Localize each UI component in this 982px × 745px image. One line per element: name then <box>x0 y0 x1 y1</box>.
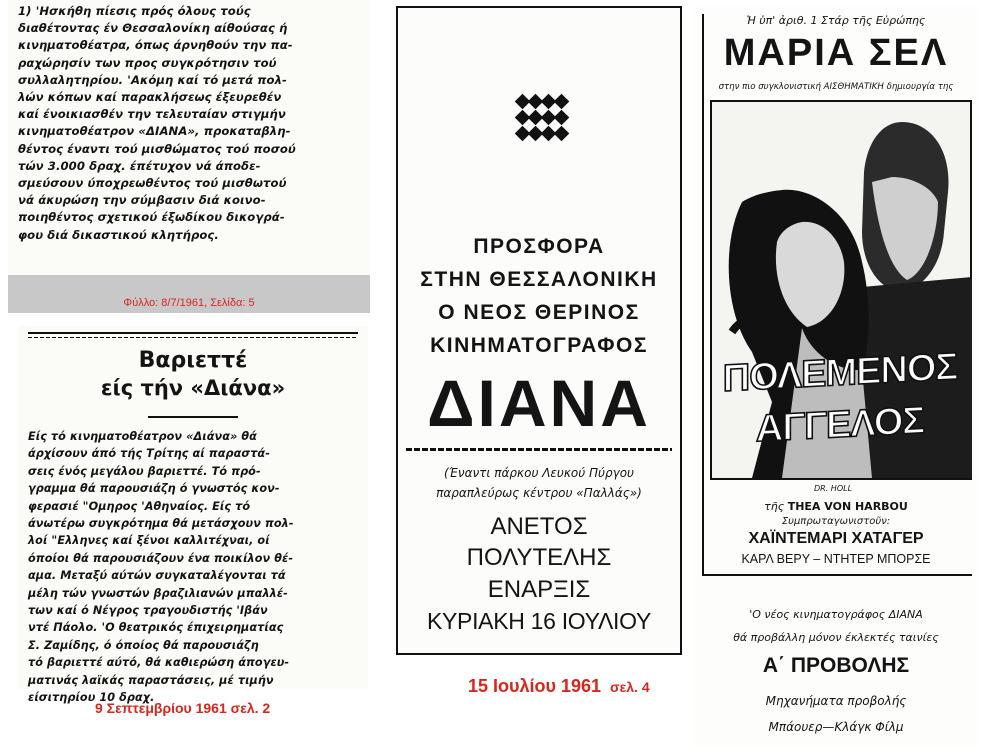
star-name: ΜΑΡΙΑ ΣΕΛ <box>723 32 949 74</box>
author-credit <box>694 500 978 513</box>
note-line-1: 'Ο νέος κινηματογράφος ΔΙΑΝΑ <box>749 608 923 621</box>
poster-bottom-rule <box>702 574 972 576</box>
source-label: Φύλλο: 8/7/1961, Σελίδα: 5 <box>123 297 255 309</box>
film-title-block <box>722 345 958 472</box>
text-line: ραχώρησίν των προς συγκρότησιν τού <box>18 55 277 70</box>
text-line: είσιτηρίου 10 δραχ. <box>28 691 155 705</box>
text-line: νά άκυρώση την σύμβασιν διά κοινο- <box>18 193 266 208</box>
text-line: διαθέτοντας έν Θεσσαλονίκη αίθούσας ή <box>18 21 288 36</box>
clipping-1-source-bar <box>8 275 370 313</box>
text-line: ποιηθέντος σχετικού έξωδίκου δικογρά- <box>18 210 285 225</box>
clipping-2 <box>18 326 368 705</box>
text-line: τό βαριεττέ αύτό, θά καθιερώση άπογευ- <box>28 656 290 670</box>
text-line: φερασιέ "Ομηρος 'Αθηναίος. Είς τό <box>28 499 251 513</box>
text-line: σμεύσουν ύποχρεωθέντος τού μισθωτού <box>18 176 287 191</box>
text-line: κινηματοθέατρα, όπως άρνηθούν την πα- <box>18 38 293 53</box>
text-line: λοί "Ελληνες καί ξένοι καλλιτέχναι, οί <box>28 534 270 548</box>
text-line: ματινάς λαϊκάς παραστάσεις, μέ τιμήν <box>28 673 274 687</box>
text-line: άρχίσουν άπό τής Τρίτης αί παραστά- <box>28 447 270 461</box>
clipping-3-advertisement <box>396 6 682 655</box>
text-line: άνωτέρω συγκρότημα θά μετάσχουν πολ- <box>28 517 294 531</box>
clipping-2-paragraph <box>28 428 360 707</box>
text-line: Σ. Ζαμίδης, ό όποίος θά παρουσιάζη <box>28 638 259 652</box>
text-line: 1) 'Ησκήθη πίεσις πρός όλους τούς <box>18 4 251 18</box>
feature-comfortable: ΑΝΕΤΟΣ <box>490 513 588 540</box>
text-line: κινηματοθέατρον «ΔΙΑΝΑ», προκαταβλη- <box>18 124 291 139</box>
headline-line-1: Βαριεττέ <box>138 348 248 373</box>
poster-left-rule <box>702 14 704 576</box>
text-line: μέλη τών γνωστών βραζιλιανών μπαλλέ- <box>28 586 288 600</box>
feature-luxurious: ΠΟΛΥΤΕΛΗΣ <box>466 544 612 571</box>
film-title-line-2: ΑΓΓΕΛΟΣ <box>755 399 925 451</box>
text-line: φου διά δικαστικού κλητήρος. <box>18 227 219 242</box>
note-line-2: θά προβάλλη μόνον έκλεκτές ταινίες <box>733 631 939 644</box>
ornament-diamond <box>554 126 570 142</box>
text-line: ΠΡΟΣΦΟΡΑ <box>473 235 605 258</box>
text-line: ντέ Πάολο. 'Ο θεατρικός έπιχειρηματίας <box>28 621 284 635</box>
top-rule-dashed <box>28 337 358 338</box>
cinema-name-underline <box>406 448 672 451</box>
headline-line-2: είς τήν «Διάνα» <box>100 376 286 400</box>
opening-date: ΚΥΡΙΑΚΗ 16 ΙΟΥΛΙΟΥ <box>426 608 652 634</box>
tagline: Ἡ ὑπ' ἀριθ. 1 Στάρ τῆς Εὐρώπης <box>746 14 926 27</box>
text-line: θέντος έναντι τού μισθώματος τού ποσού <box>18 141 296 156</box>
offer-heading <box>398 230 680 362</box>
caption-july-date: 15 Ιουλίου 1961 <box>468 676 602 696</box>
clipping-4-film-advertisement <box>694 6 978 745</box>
star-subtitle: στην πιο συγκλονιστική ΑΙΣΘΗΜΑΤΙΚΗ δημιουργία της <box>718 82 954 92</box>
film-title-line-1: ΠΟΛΕΜΕΝΟΣ <box>722 345 958 401</box>
film-original-title: DR. HOLL <box>814 484 853 493</box>
location-line-2: παραπλεύρως κέντρου «Παλλάς») <box>436 486 642 500</box>
top-rule <box>28 332 358 334</box>
headline-underline <box>148 416 238 418</box>
caption-july <box>468 676 650 697</box>
text-line: ΣΤΗΝ ΘΕΣΣΑΛΟΝΙΚΗ <box>420 268 658 291</box>
text-line: των καί ό Νέγρος τραγουδιστής 'Ιβάν <box>28 604 268 618</box>
text-line: Είς τό κινηματοθέατρον «Διάνα» θά <box>28 430 257 443</box>
text-line: συλλαλητηρίου. 'Ακόμη καί τό μετά πολ- <box>18 72 287 87</box>
text-line: γραμμα θά παρουσιάζη ό γνωστός κον- <box>28 482 280 496</box>
clipping-1-paragraph <box>18 3 360 244</box>
caption-september: 9 Σεπτεμβρίου 1961 σελ. 2 <box>95 700 271 716</box>
text-line: όποίοι θά παρουσιάζουν ένα ποικίλον θέ- <box>28 551 294 565</box>
text-line: σεις ένός μεγάλου βαριεττέ. Τό πρό- <box>28 464 261 478</box>
ornament-diamond <box>554 94 570 110</box>
premiere-heading: Α΄ ΠΡΟΒΟΛΗΣ <box>762 654 910 677</box>
clipping-1 <box>8 0 370 275</box>
author-prefix: τῆς <box>764 500 785 513</box>
projector-line-1: Μηχανήματα προβολής <box>765 694 907 708</box>
ornament-diamond <box>554 110 570 126</box>
author-name: THEA VON HARBOU <box>787 500 908 513</box>
opening-label: ΕΝΑΡΞΙΣ <box>487 576 591 603</box>
cinema-name: ΔΙΑΝΑ <box>427 366 651 440</box>
text-line: τών 3.000 δραχ. έπέτυχον νά άποδε- <box>18 158 261 173</box>
projector-line-2: Μπάουερ—Κλάγκ Φίλμ <box>768 720 904 734</box>
costar-label: Συμπρωταγωνιστοῦν: <box>781 516 891 527</box>
text-line: Ο ΝΕΟΣ ΘΕΡΙΝΟΣ <box>438 301 640 324</box>
diamond-ornament <box>515 94 567 154</box>
text-line: αμα. Μεταξύ αύτών συγκαταλέγονται τά <box>28 569 286 583</box>
caption-july-page: σελ. 4 <box>610 679 650 695</box>
costar-2: ΚΑΡΛ ΒΕΡΥ – ΝΤΗΤΕΡ ΜΠΟΡΣΕ <box>741 552 931 566</box>
text-line: λών κόπων καί παρακλήσεως έξευρεθέν <box>18 90 282 105</box>
location-line-1: (Έναντι πάρκου Λευκού Πύργου <box>443 466 634 480</box>
costar-1: ΧΑΪΝΤΕΜΑΡΙ ΧΑΤΑΓΕΡ <box>748 530 924 547</box>
text-line: καί ένοικιασθέν την τελευταίαν στιγμήν <box>18 107 286 122</box>
text-line: ΚΙΝΗΜΑΤΟΓΡΑΦΟΣ <box>430 334 648 357</box>
film-poster <box>710 100 972 480</box>
